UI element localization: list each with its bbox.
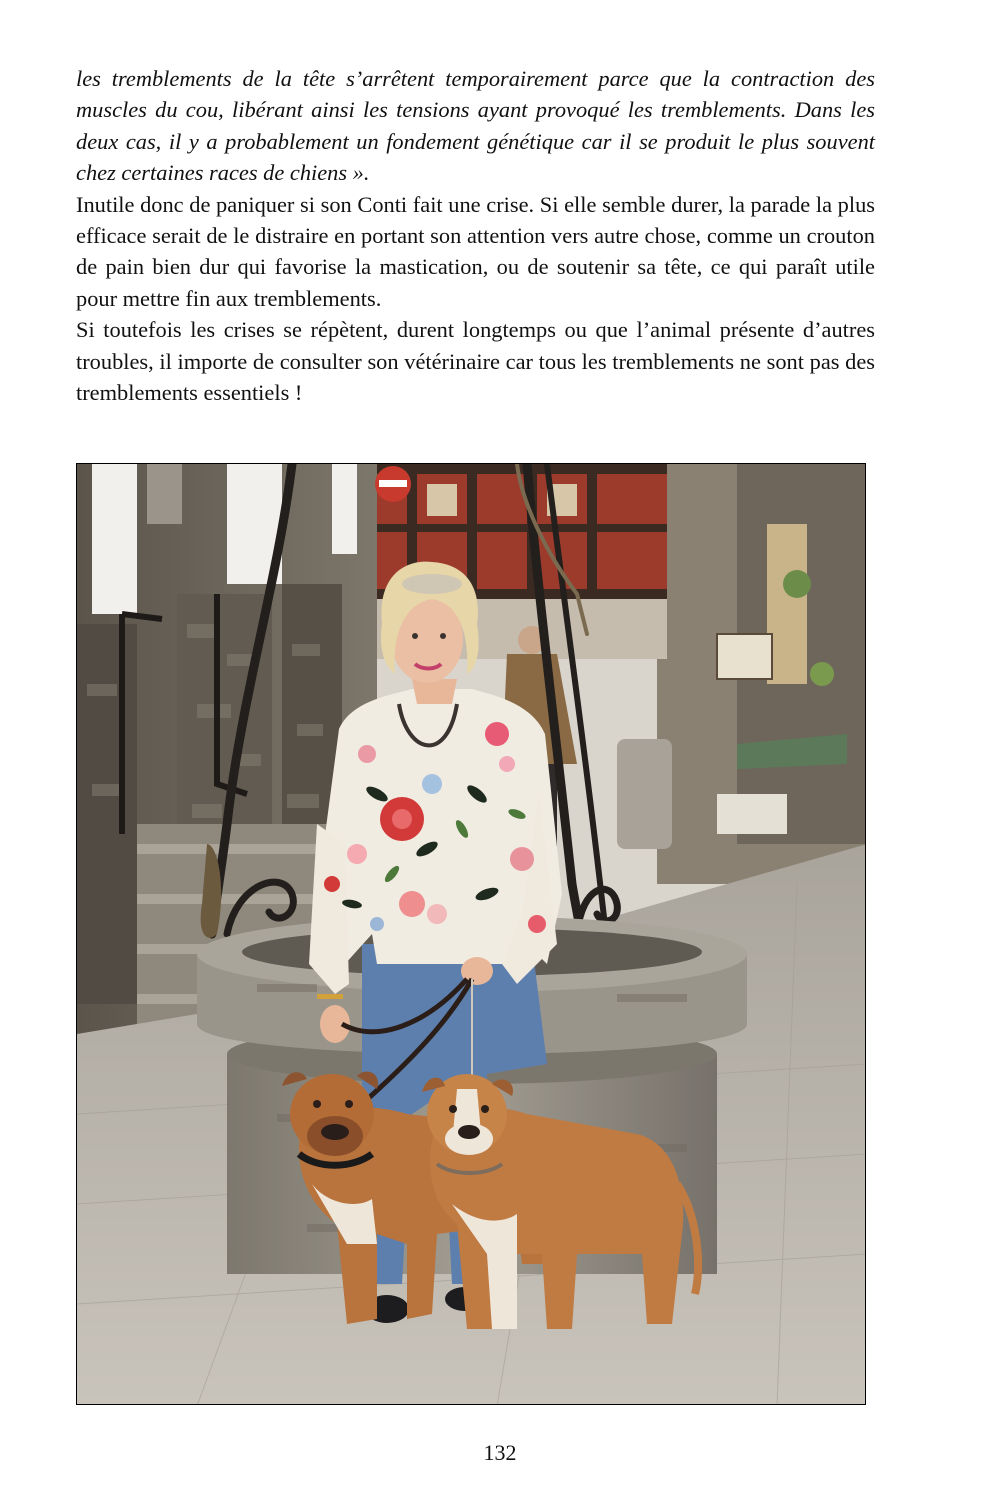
right-buildings (657, 464, 866, 884)
photo-illustration (77, 464, 866, 1405)
photo (76, 463, 866, 1405)
page-number: 132 (483, 1440, 517, 1465)
paragraph-1: Inutile donc de paniquer si son Conti fait une crise. Si elle semble durer, la parade la plus efficace serait de le distraire en portant son attention vers autre chose, comme un crouton de pain bien dur qui favorise la mastication, ou de soutenir sa tête, ce qui paraît utile pour mettre fin aux tremblements. (76, 191, 875, 311)
quote-continuation: les tremblements de la tête s’arrêtent temporairement parce que la contraction des muscles du cou, libérant ainsi les tensions ayant provoqué les tremblements. Dans les deux cas, il y a probablement un fondement génétique car il se produit le plus souvent chez certaines races de chiens ». (76, 66, 875, 186)
paragraph-2: Si toutefois les crises se répètent, durent longtemps ou que l’animal présente d’autres troubles, il importe de consulter son vétérinaire car tous les tremblements ne sont pas des tremblements essentiels ! (76, 317, 875, 406)
body-text (76, 63, 875, 408)
bollard (617, 739, 672, 849)
